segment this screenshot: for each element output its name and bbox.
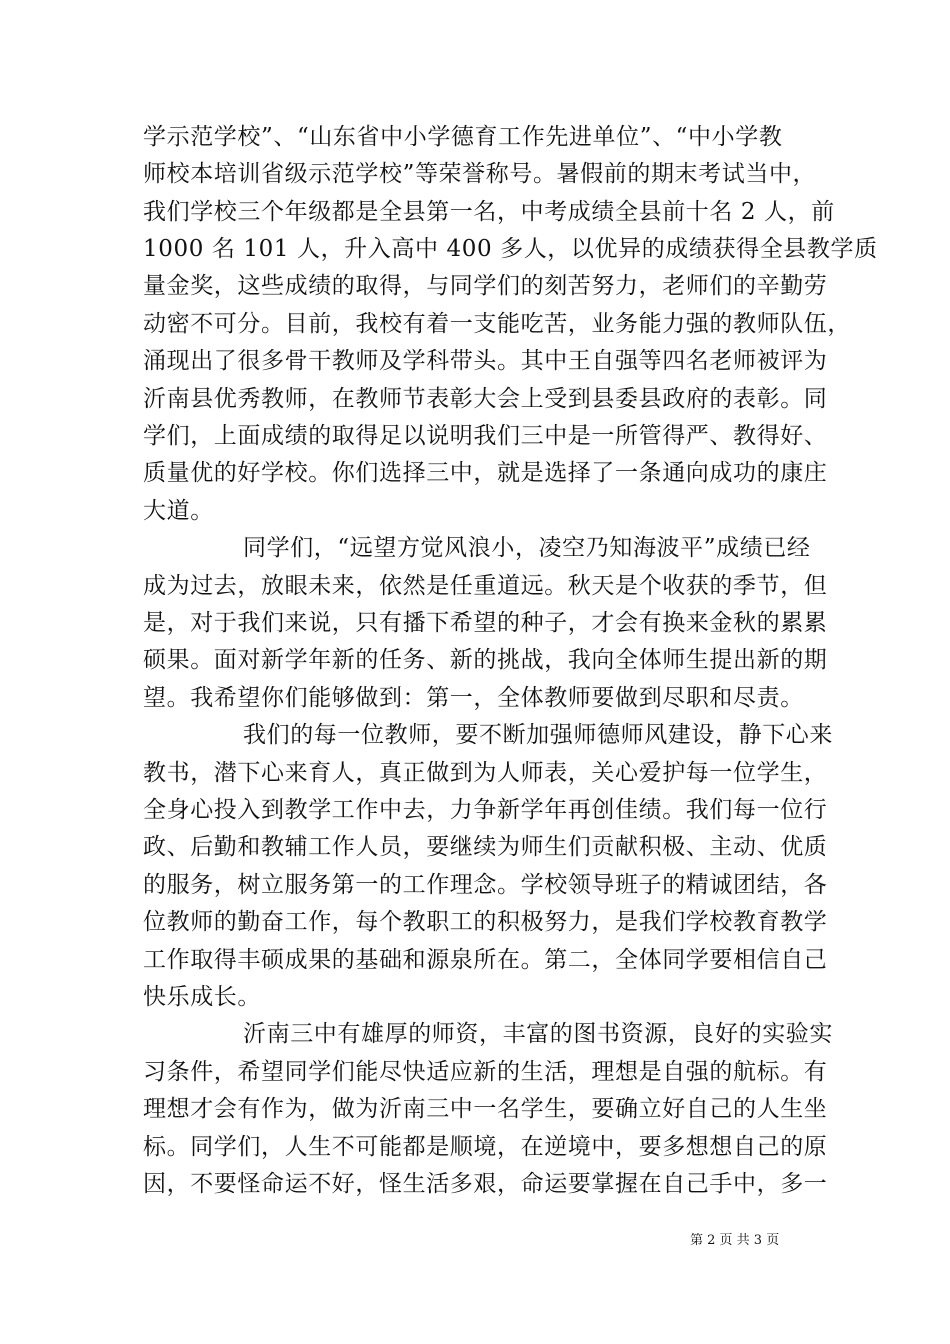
text-line-6: 动密不可分。目前，我校有着一支能吃苦，业务能力强的教师队伍，: [143, 311, 851, 337]
text-line-14: 是，对于我们来说，只有播下希望的种子，才会有换来金秋的累累: [143, 610, 828, 636]
text-line-7: 涌现出了很多骨干教师及学科带头。其中王自强等四名老师被评为: [143, 348, 828, 374]
paragraph-start-line-17: 我们的每一位教师，要不断加强师德师风建设，静下心来: [243, 722, 833, 748]
text-line-5: 量金奖，这些成绩的取得，与同学们的刻苦努力，老师们的辛勤劳: [143, 273, 828, 299]
text-line-18: 教书，潜下心来育人，真正做到为人师表，关心爱护每一位学生，: [143, 760, 828, 786]
text-line-26: 习条件，希望同学们能尽快适应新的生活，理想是自强的航标。有: [143, 1059, 828, 1085]
text-line-13: 成为过去，放眼未来，依然是任重道远。秋天是个收获的季节，但: [143, 573, 828, 599]
text-line-10: 质量优的好学校。你们选择三中，就是选择了一条通向成功的康庄: [143, 460, 828, 486]
text-line-23: 工作取得丰硕成果的基础和源泉所在。第二，全体同学要相信自己: [143, 947, 828, 973]
text-line-24: 快乐成长。: [143, 984, 261, 1010]
text-line-19: 全身心投入到教学工作中去，力争新学年再创佳绩。我们每一位行: [143, 797, 828, 823]
text-line-29: 因，不要怪命运不好，怪生活多艰，命运要掌握在自己手中，多一: [143, 1171, 828, 1197]
page-number: 第 2 页 共 3 页: [690, 1233, 780, 1248]
text-line-3: 我们学校三个年级都是全县第一名，中考成绩全县前十名 2 人，前: [143, 199, 835, 225]
paragraph-start-line-12: 同学们，“远望方觉风浪小，凌空乃知海波平”成绩已经: [243, 535, 811, 561]
text-line-22: 位教师的勤奋工作，每个教职工的积极努力，是我们学校教育教学: [143, 909, 828, 935]
text-line-28: 标。同学们，人生不可能都是顺境，在逆境中，要多想想自己的原: [143, 1134, 828, 1160]
text-line-15: 硕果。面对新学年新的任务、新的挑战，我向全体师生提出新的期: [143, 647, 828, 673]
text-line-20: 政、后勤和教辅工作人员，要继续为师生们贡献积极、主动、优质: [143, 834, 828, 860]
text-line-1: 学示范学校”、“山东省中小学德育工作先进单位”、“中小学教: [143, 124, 783, 150]
text-line-4: 1000 名 101 人，升入高中 400 多人，以优异的成绩获得全县教学质: [143, 236, 878, 262]
paragraph-start-line-25: 沂南三中有雄厚的师资，丰富的图书资源，良好的实验实: [243, 1021, 833, 1047]
text-line-11: 大道。: [143, 498, 214, 524]
text-line-21: 的服务，树立服务第一的工作理念。学校领导班子的精诚团结，各: [143, 872, 828, 898]
text-line-16: 望。我希望你们能够做到：第一，全体教师要做到尽职和尽责。: [143, 685, 804, 711]
text-line-8: 沂南县优秀教师，在教师节表彰大会上受到县委县政府的表彰。同: [143, 386, 828, 412]
text-line-2: 师校本培训省级示范学校”等荣誉称号。暑假前的期末考试当中，: [143, 161, 817, 187]
text-line-27: 理想才会有作为，做为沂南三中一名学生，要确立好自己的人生坐: [143, 1096, 828, 1122]
text-line-9: 学们，上面成绩的取得足以说明我们三中是一所管得严、教得好、: [143, 423, 828, 449]
